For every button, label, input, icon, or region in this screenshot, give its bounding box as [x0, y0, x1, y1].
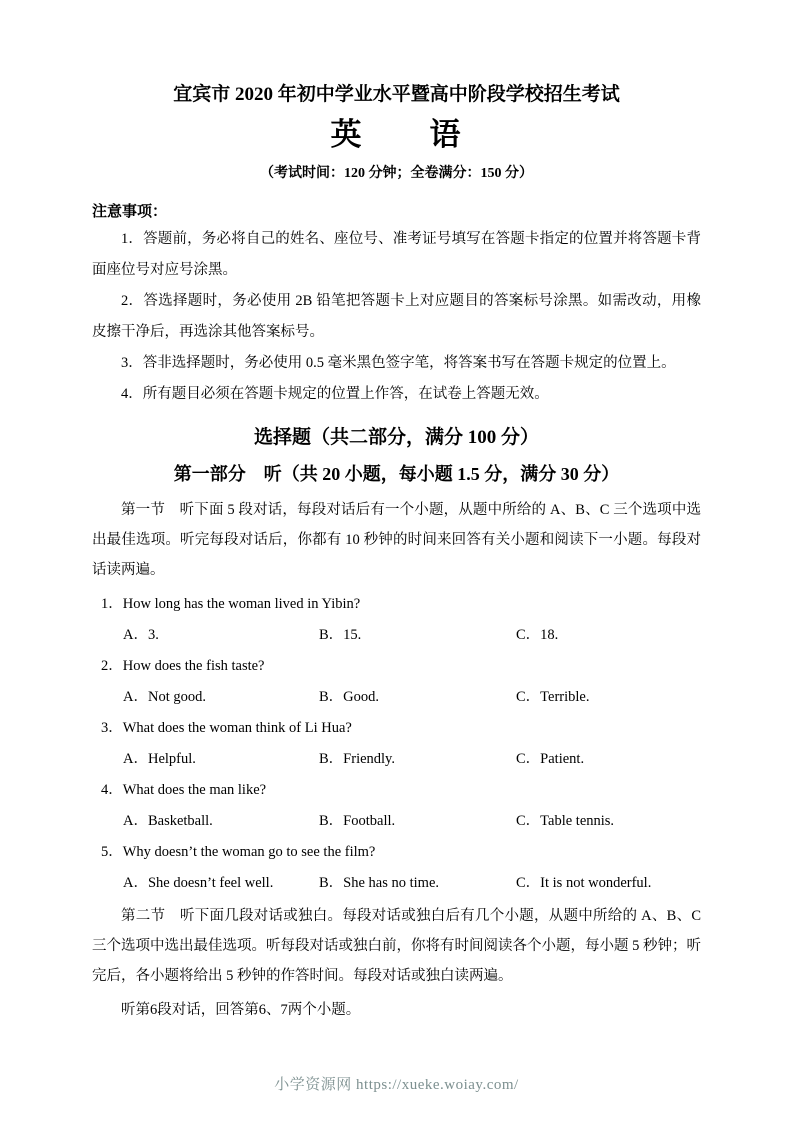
notes-label: 注意事项： [92, 204, 168, 220]
option-c: C．18. [516, 627, 559, 643]
option-b: B．Good. [319, 689, 380, 705]
option-c: C．Table tennis. [516, 813, 615, 829]
option-b: B．15. [319, 627, 362, 643]
option-a: A．Not good. [123, 689, 206, 705]
note-item-2: 2．答选择题时，务必使用 2B 铅笔把答题卡上对应题目的答案标号涂黑。如需改动，用橡皮擦干净后，再选涂其他答案标号。 [92, 293, 701, 340]
option-b: B．Friendly. [319, 751, 395, 767]
exam-title: 宜宾市 2020 年初中学业水平暨高中阶段学校招生考试 [173, 84, 620, 105]
notes-section [92, 200, 701, 410]
part1-heading: 第一部分 听（共 20 小题，每小题 1.5 分，满分 30 分） [173, 464, 620, 484]
footer-watermark: 小学资源网 https://xueke.woiay.com/ [274, 1077, 519, 1093]
choice-section-heading: 选择题（共二部分，满分 100 分） [253, 427, 539, 448]
question-2 [92, 651, 701, 713]
question-number: 2． [101, 658, 123, 674]
dialog6-note: 听第6段对话，回答第6、7两个小题。 [121, 1002, 361, 1018]
option-b: B．She has no time. [319, 875, 440, 891]
note-item-3: 3．答非选择题时，务必使用 0.5 毫米黑色签字笔，将答案书写在答题卡规定的位置上。 [121, 355, 676, 371]
subject-title: 英 语 [330, 117, 463, 152]
question-number: 4． [101, 782, 123, 798]
option-a: A．Basketball. [123, 813, 213, 829]
option-c: C．Terrible. [516, 689, 590, 705]
question-number: 5． [101, 844, 123, 860]
section1-intro: 第一节 听下面 5 段对话，每段对话后有一个小题，从题中所给的 A、B、C 三个选项中选出最佳选项。听完每段对话后，你都有 10 秒钟的时间来回答有关小题和阅读下一小题。每段对话读两遍。 [92, 502, 701, 578]
question-text: Why doesn’t the woman go to see the film? [122, 844, 376, 860]
note-item-4: 4．所有题目必须在答题卡规定的位置上作答，在试卷上答题无效。 [121, 386, 549, 402]
question-4 [92, 775, 701, 837]
question-text: How does the fish taste? [122, 658, 265, 674]
question-text: What does the woman think of Li Hua? [122, 720, 352, 736]
question-text: What does the man like? [122, 782, 267, 798]
option-a: A．Helpful. [123, 751, 196, 767]
option-c: C．Patient. [516, 751, 585, 767]
question-number: 1． [101, 596, 123, 612]
question-1 [92, 589, 701, 651]
question-3 [92, 713, 701, 775]
option-a: A．She doesn’t feel well. [123, 875, 274, 891]
option-b: B．Football. [319, 813, 396, 829]
question-number: 3． [101, 720, 123, 736]
option-c: C．It is not wonderful. [516, 875, 652, 891]
question-text: How long has the woman lived in Yibin? [122, 596, 361, 612]
exam-info: （考试时间：120 分钟；全卷满分：150 分） [260, 166, 533, 181]
question-5 [92, 837, 701, 899]
note-item-1: 1．答题前，务必将自己的姓名、座位号、准考证号填写在答题卡指定的位置并将答题卡背面座位号对应号涂黑。 [92, 231, 701, 278]
section2-intro: 第二节 听下面几段对话或独白。每段对话或独白后有几个小题，从题中所给的 A、B、C 三个选项中选出最佳选项。听每段对话或独白前，你将有时间阅读各个小题，每小题 5 秒钟；听完后，各小题将给出 5 秒钟的作答时间。每段对话或独白读两遍。 [92, 908, 701, 984]
option-a: A．3. [123, 627, 159, 643]
